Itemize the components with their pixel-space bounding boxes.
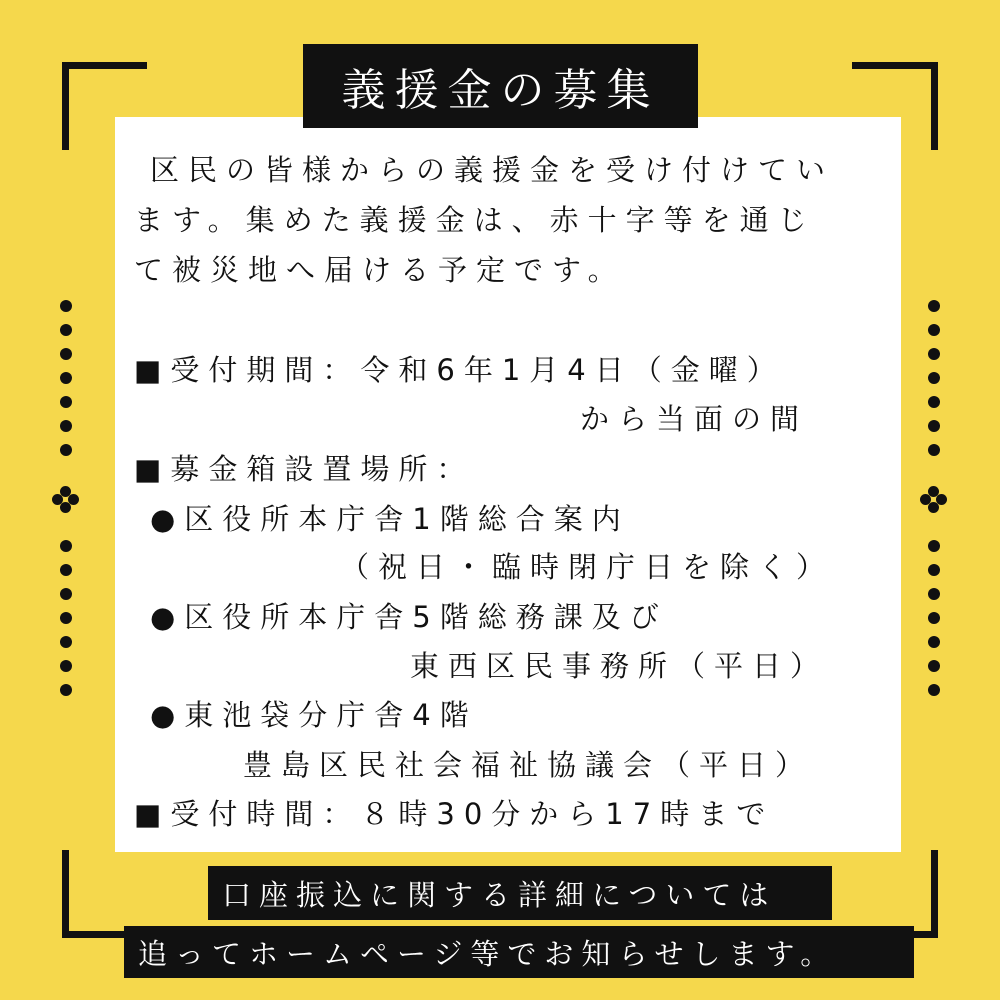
location-2-line-2: 東西区民事務所（平日） [410,649,829,683]
footer-bar-1 [208,866,832,920]
dot-icon [928,372,940,384]
intro-line-3: て被災地へ届ける予定です。 [134,253,626,287]
dot-icon [60,420,72,432]
footer-line-1: 口座振込に関する詳細については [222,877,777,912]
hours-line: ■受付時間：８時30分から17時まで [134,797,775,831]
dot-icon [60,300,72,312]
footer-line-2: 追ってホームページ等でお知らせします。 [138,936,838,971]
period-line-2: から当面の間 [580,402,809,436]
dot-icon [60,348,72,360]
dot-icon [60,396,72,408]
dot-icon [60,372,72,384]
locations-heading: ■募金箱設置場所： [134,452,475,486]
dot-icon [60,444,72,456]
dot-icon [928,444,940,456]
dot-icon [60,588,72,600]
dot-icon [928,348,940,360]
page-title: 義援金の募集 [303,44,698,128]
dot-icon [928,324,940,336]
dot-icon [928,396,940,408]
dot-icon [928,636,940,648]
left-flower-ornament-icon [52,486,80,514]
intro-line-2: ます。集めた義援金は、赤十字等を通じ [134,203,816,237]
dot-icon [60,564,72,576]
dot-icon [928,612,940,624]
dot-icon [60,324,72,336]
location-3-line-1: ●東池袋分庁舎4階 [150,698,478,732]
period-line-1: ■受付期間：令和6年1月4日（金曜） [134,353,785,387]
dot-icon [928,684,940,696]
location-1-line-2: （祝日・臨時閉庁日を除く） [340,550,835,584]
dot-icon [928,540,940,552]
dot-icon [928,564,940,576]
location-2-line-1: ●区役所本庁舎5階総務課及び [150,600,668,634]
dot-icon [60,684,72,696]
dot-icon [928,300,940,312]
dot-icon [928,588,940,600]
intro-line-1: 区民の皆様からの義援金を受け付けてい [150,153,835,187]
dot-icon [60,660,72,672]
right-flower-ornament-icon [920,486,948,514]
dot-icon [928,420,940,432]
dot-icon [60,540,72,552]
dot-icon [928,660,940,672]
location-3-line-2: 豊島区民社会福祉協議会（平日） [243,748,814,782]
footer-bar-2 [124,926,914,978]
location-1-line-1: ●区役所本庁舎1階総合案内 [150,502,630,536]
dot-icon [60,612,72,624]
dot-icon [60,636,72,648]
